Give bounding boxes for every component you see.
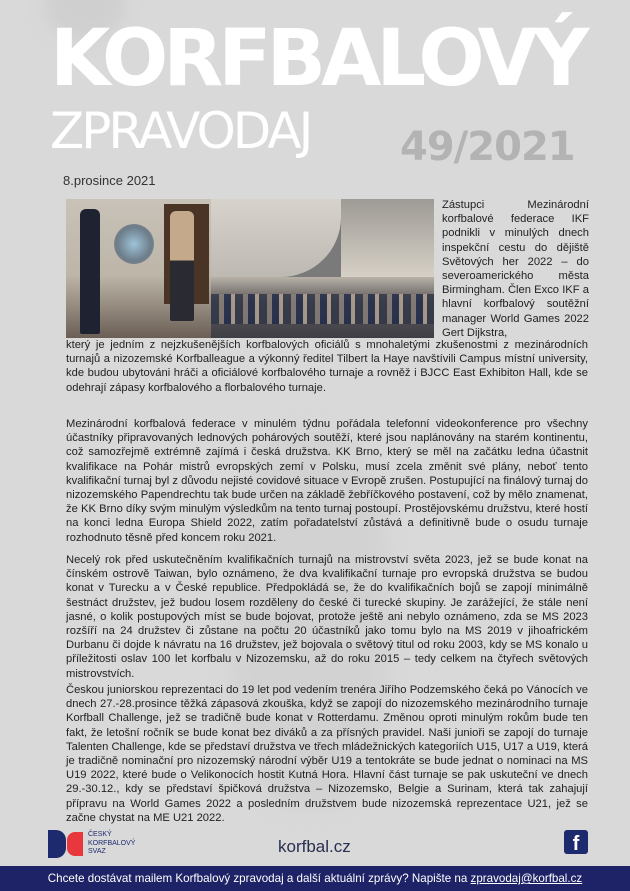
federation-logo[interactable]	[48, 830, 135, 858]
federation-logo-icon	[48, 830, 84, 858]
federation-name-line: ČESKÝ	[88, 831, 112, 839]
article-paragraph-4: Českou juniorskou reprezentaci do 19 let pod vedením trenéra Jiřího Podzemského čeká po Vánocích ve dnech 27.-28.prosince těžká zápasová zkouška, když se zapojí do nizozemského mezinárodního turnaje Korfball Challenge, jež se tradičně bude konat v Rotterdamu. Změnou oproti minulým rokům bude ten fakt, že letošní ročník se bude konat bez diváků a za přísných pravidel. Naši junioři se zapojí do turnaje Talenten Challenge, kde se představí družstva ve třech mládežnických kategoriích U15, U17 a U19, která je tradičně nominační pro nizozemský národní výběr U19 a tentokráte se bude jednat o nominaci na MS U19 2022, které bude o Velikonocích hostit Kutná Hora. Hlavní část turnaje se pak uskuteční ve dnech 29.-30.12., kdy se představí špičková družstva – Nizozemsko, Belgie a Surinam, která tak zahajují přípravu na World Games 2022 a posledním družstvem bude nizozemská reprezentace U21, jež se začne chystat na ME U21 2022.	[66, 684, 588, 824]
article-intro-side: Zástupci Mezinárodní korfbalové federace IKF podnikli v minulých dnech inspekční cestu do dějiště Světových her 2022 – do severoamerického města Birmingham. Člen Exco IKF a hlavní korfbalový soutěžní manager World Games 2022 Gert Dijkstra,	[442, 199, 589, 339]
federation-name-line: SVAZ	[88, 848, 106, 856]
subscribe-email-link[interactable]: zpravodaj@korfbal.cz	[470, 872, 583, 885]
photo-panel-world-games-sign	[66, 199, 211, 338]
article-paragraph-2: Mezinárodní korfbalová federace v minulém týdnu pořádala telefonní videokonference pro všechny účastníky připravovaných lednových pohárových soutěží, které jsou naplánovány na starém kontinentu, což samozřejmě extrémně zajímá i česká družstva. KK Brno, který se měl na začátku ledna účastnit kvalifikace na Pohár mistrů evropských zemí v Polsku, musí zcela změnit své plány, neboť tento kvalifikační turnaj byl z důvodu nejisté covidové situace v Evropě zrušen. Postupující na finálový turnaj do nizozemského Papendrechtu tak bude určen na základě žebříčkového postavení, což by mělo znamenat, že KK Brno díky svým minulým výsledkům na tento turnaj postoupí. Prostějovskému družstvu, které hostí na konci ledna Europa Shield 2022, zatím pořadatelství zůstává a definitivně bude o osudu turnaje rozhodnuto těsně před koncem roku 2021.	[66, 418, 588, 544]
federation-name-line: KORFBALOVÝ	[88, 839, 136, 847]
website-link[interactable]: korfbal.cz	[278, 837, 351, 856]
issue-date: 8.prosince 2021	[63, 173, 156, 188]
photo-person	[80, 209, 100, 334]
article-intro-continued: který je jedním z nejzkušenějších korfbalových oficiálů s mnohaletými zkušenostmi z mezinárodních turnajů a nizozemské Korfballeague a výkonný ředitel Tilbert la Haye navštívili Campus místní university, kde budou ubytováni hráči a oficiálové korfbalového turnaje a rovněž i BJCC East Exhibiton Hall, kde se odehrají zápasy korfbalového a florbalového turnaje.	[66, 339, 588, 394]
newsletter-title: KORFBALOVÝ	[50, 14, 585, 104]
photo-panel-ceiling	[341, 199, 434, 277]
facebook-icon[interactable]: f	[564, 830, 588, 854]
photo-panel-venue-walk	[211, 199, 341, 277]
issue-number: 49/2021	[400, 124, 575, 170]
photo-conference-attendees	[211, 294, 434, 324]
article-paragraph-3: Necelý rok před uskutečněním kvalifikačních turnajů na mistrovství světa 2023, jež se bude konat na čínském ostrově Taiwan, bylo oznámeno, že dva kvalifikační turnaje pro evropská družstva se budou konat v Turecku a v České republice. Předpokládá se, že do kvalifikačních bojů se zapojí minimálně šestnáct družstev, jež budou losem rozděleny do české či turecké skupiny. Je zarážející, že stále není jasné, o kolik postupových míst se bude bojovat, protože ještě ani nebylo oznámeno, zda se MS 2023 rozšíří na 24 družstev či zůstane na počtu 20 účastníků jako tomu bylo na MS 2019 v jihoafrickém Durbanu či dojde k návratu na 16 družstev, jež bojovala o světový titul od roku 2003, kdy se MS konalo u příležitosti oslav 100 let korfbalu v Nizozemsku, až do roku 2015 – tedy celkem na čtyřech světových mistrovstvích.	[66, 554, 588, 680]
photo-person	[170, 211, 194, 321]
subscribe-text: Chcete dostávat mailem Korfbalový zpravodaj a další aktuální zprávy? Napište na	[47, 872, 471, 885]
world-games-logo	[114, 224, 154, 264]
newsletter-subtitle: ZPRAVODAJ	[50, 102, 311, 160]
article-photo-collage	[66, 199, 434, 338]
subscribe-bar	[0, 866, 630, 891]
federation-name	[88, 831, 135, 857]
